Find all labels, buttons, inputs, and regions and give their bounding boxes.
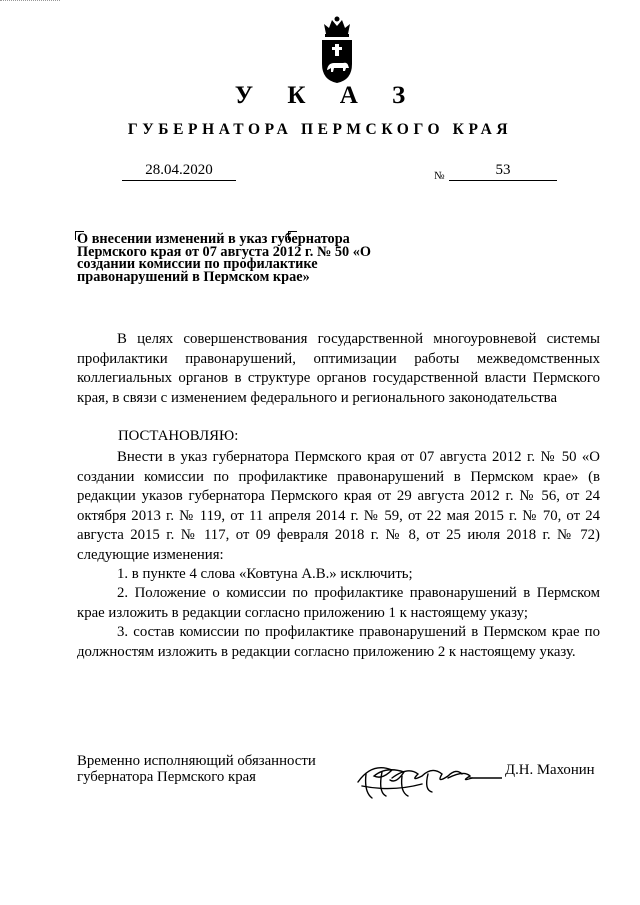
document-subject: О внесении изменений в указ губернатора Пермского края от 07 августа 2012 г. № 50 «О создании комиссии по профилактике правонарушений в Пермском крае»	[77, 231, 372, 285]
number-label: №	[434, 170, 445, 182]
list-item: 3. состав комиссии по профилактике правонарушений в Пермском крае по должностям изложить в редакции согласно приложению 2 к настоящему указу.	[77, 624, 600, 660]
preamble-paragraph: В целях совершенствования государственной многоуровневой системы профилактики правонарушений, оптимизации работы межведомственных коллегиальных органов в структуре органов государственной власти Пермского края, в связи с изменением федерального и регионального законодательства	[77, 331, 600, 406]
list-item: 2. Положение о комиссии по профилактике правонарушений в Пермском крае изложить в редакции согласно приложению 1 к настоящему указу;	[77, 585, 600, 621]
document-date: 28.04.2020	[122, 162, 236, 181]
scan-edge-mark	[0, 0, 60, 2]
document-number: 53	[449, 162, 557, 181]
signatory-position	[77, 754, 377, 785]
coat-of-arms-icon	[318, 14, 356, 84]
document-type-title: У К А З	[234, 82, 420, 109]
signatory-position-line2: губернатора Пермского края	[77, 768, 256, 785]
handwritten-signature-icon	[352, 752, 502, 808]
issuer-title: ГУБЕРНАТОРА ПЕРМСКОГО КРАЯ	[127, 121, 513, 138]
signatory-name: Д.Н. Махонин	[505, 762, 595, 778]
list-item: 1. в пункте 4 слова «Ковтуна А.В.» исключить;	[117, 566, 413, 582]
decree-word: ПОСТАНОВЛЯЮ:	[118, 428, 239, 444]
main-paragraph: Внести в указ губернатора Пермского края от 07 августа 2012 г. № 50 «О создании комиссии по профилактике правонарушений в Пермском крае» (в редакции указов губернатора Пермского края от 29 августа 2012 г. № 56, от 24 октября 2013 г. № 119, от 11 апреля 2014 г. № 59, от 22 мая 2015 г. № 70, от 24 августа 2015 г. № 117, от 09 февраля 2018 г. № 8, от 25 июля 2018 г. № 72) следующие изменения:	[77, 449, 600, 563]
signatory-position-line1: Временно исполняющий обязанности	[77, 753, 316, 769]
